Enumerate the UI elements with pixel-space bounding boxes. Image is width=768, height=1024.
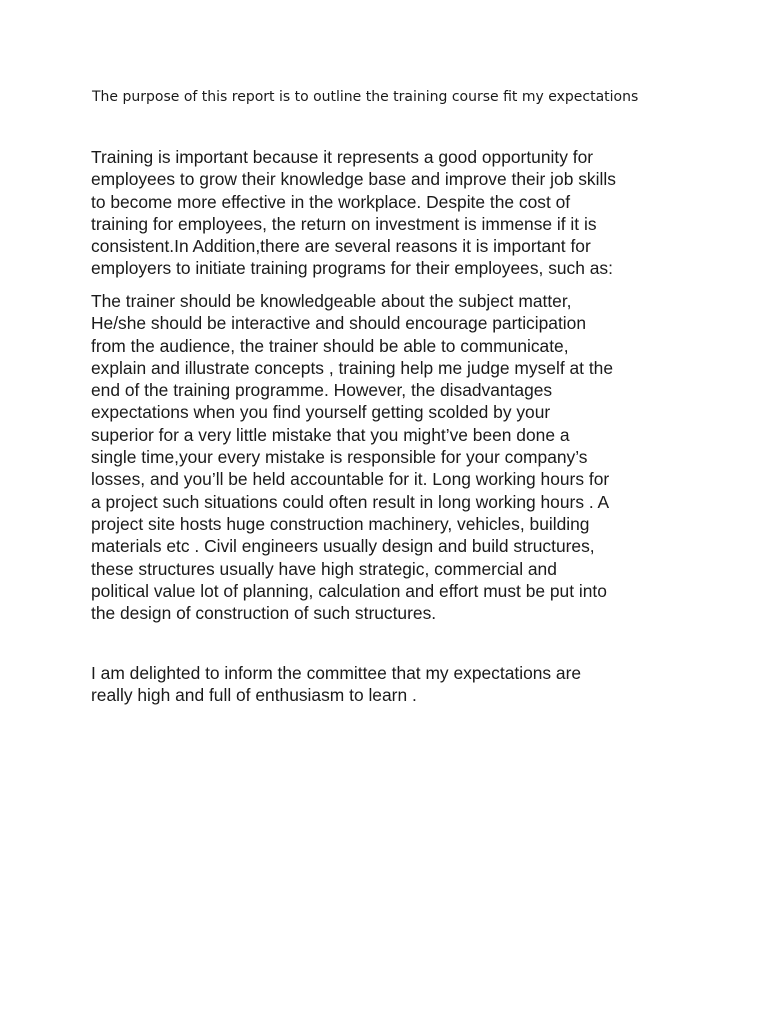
text-line: end of the training programme. However, the disadvantages — [91, 380, 553, 401]
text-line: to become more effective in the workplace. Despite the cost of — [91, 191, 571, 212]
text-line: employees to grow their knowledge base and improve their job skills — [91, 169, 616, 190]
text-line: political value lot of planning, calculation and effort must be put into — [91, 580, 607, 601]
document-heading: The purpose of this report is to outline the training course fit my expectations — [92, 89, 639, 105]
text-line: Training is important because it represents a good opportunity for — [91, 147, 594, 167]
text-line: The trainer should be knowledgeable about the subject matter, — [91, 291, 572, 311]
text-line: from the audience, the trainer should be able to communicate, — [91, 335, 569, 356]
text-line: consistent.In Addition,there are several reasons it is important for — [91, 236, 591, 257]
text-line: really high and full of enthusiasm to learn . — [91, 685, 417, 706]
text-line: employers to initiate training programs for their employees, such as: — [91, 258, 613, 279]
text-line: training for employees, the return on investment is immense if it is — [91, 213, 597, 234]
text-line: losses, and you’ll be held accountable for it. Long working hours for — [91, 469, 610, 490]
paragraph-training-importance — [91, 146, 691, 280]
text-line: explain and illustrate concepts , training help me judge myself at the — [91, 357, 614, 378]
paragraph-conclusion — [91, 662, 691, 707]
text-line: project site hosts huge construction machinery, vehicles, building — [91, 513, 590, 534]
text-line: He/she should be interactive and should encourage participation — [91, 313, 586, 334]
text-line: I am delighted to inform the committee that my expectations are — [91, 663, 582, 683]
paragraph-trainer-expectations — [91, 290, 691, 624]
text-line: materials etc . Civil engineers usually design and build structures, — [91, 536, 595, 557]
text-line: expectations when you find yourself getting scolded by your — [91, 402, 551, 423]
text-line: the design of construction of such structures. — [91, 603, 437, 624]
text-line: a project such situations could often result in long working hours . A — [91, 491, 610, 512]
text-line: superior for a very little mistake that you might’ve been done a — [91, 424, 570, 445]
text-line: single time,your every mistake is responsible for your company’s — [91, 447, 588, 468]
text-line: these structures usually have high strategic, commercial and — [91, 558, 557, 579]
